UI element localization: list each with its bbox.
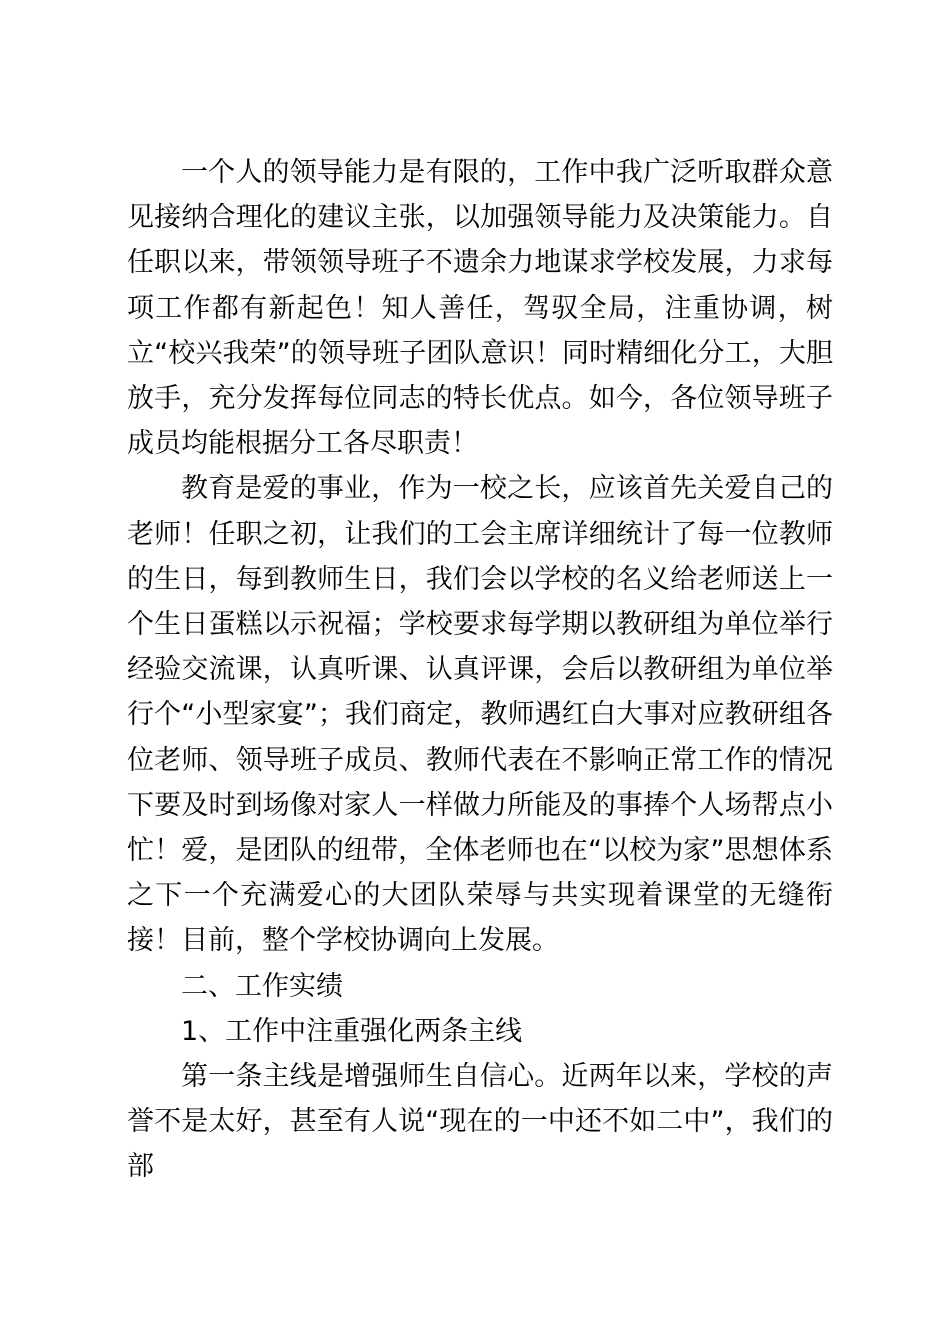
paragraph-care-for-teachers: 教育是爱的事业，作为一校之长，应该首先关爱自己的老师！任职之初，让我们的工会主席详细统计了每一位教师的生日，每到教师生日，我们会以学校的名义给老师送上一个生日蛋糕以示祝福；学校要求每学期以教研组为单位举行经验交流课，认真听课、认真评课，会后以教研组为单位举行个“小型家宴”；我们商定，教师遇红白大事对应教研组各位老师、领导班子成员、教师代表在不影响正常工作的情况下要及时到场像对家人一样做力所能及的事捧个人场帮点小忙！爱，是团队的纽带，全体老师也在“以校为家”思想体系之下一个充满爱心的大团队荣辱与共实现着课堂的无缝衔接！目前，整个学校协调向上发展。 (127, 473, 833, 957)
document-body (127, 150, 833, 1190)
paragraph-leadership: 一个人的领导能力是有限的，工作中我广泛听取群众意见接纳合理化的建议主张，以加强领导能力及决策能力。自任职以来，带领领导班子不遗余力地谋求学校发展，力求每项工作都有新起色！知人善任，驾驭全局，注重协调，树立“校兴我荣”的领导班子团队意识！同时精细化分工，大胆放手，充分发挥每位同志的特长优点。如今，各位领导班子成员均能根据分工各尽职责！ (127, 157, 833, 460)
section-heading: 二、工作实绩 (181, 970, 343, 1002)
subsection-heading: 1、工作中注重强化两条主线 (181, 1015, 523, 1047)
paragraph-first-main-line: 第一条主线是增强师生自信心。近两年以来，学校的声誉不是太好，甚至有人说“现在的一中还不如二中”，我们的部 (127, 1061, 833, 1183)
